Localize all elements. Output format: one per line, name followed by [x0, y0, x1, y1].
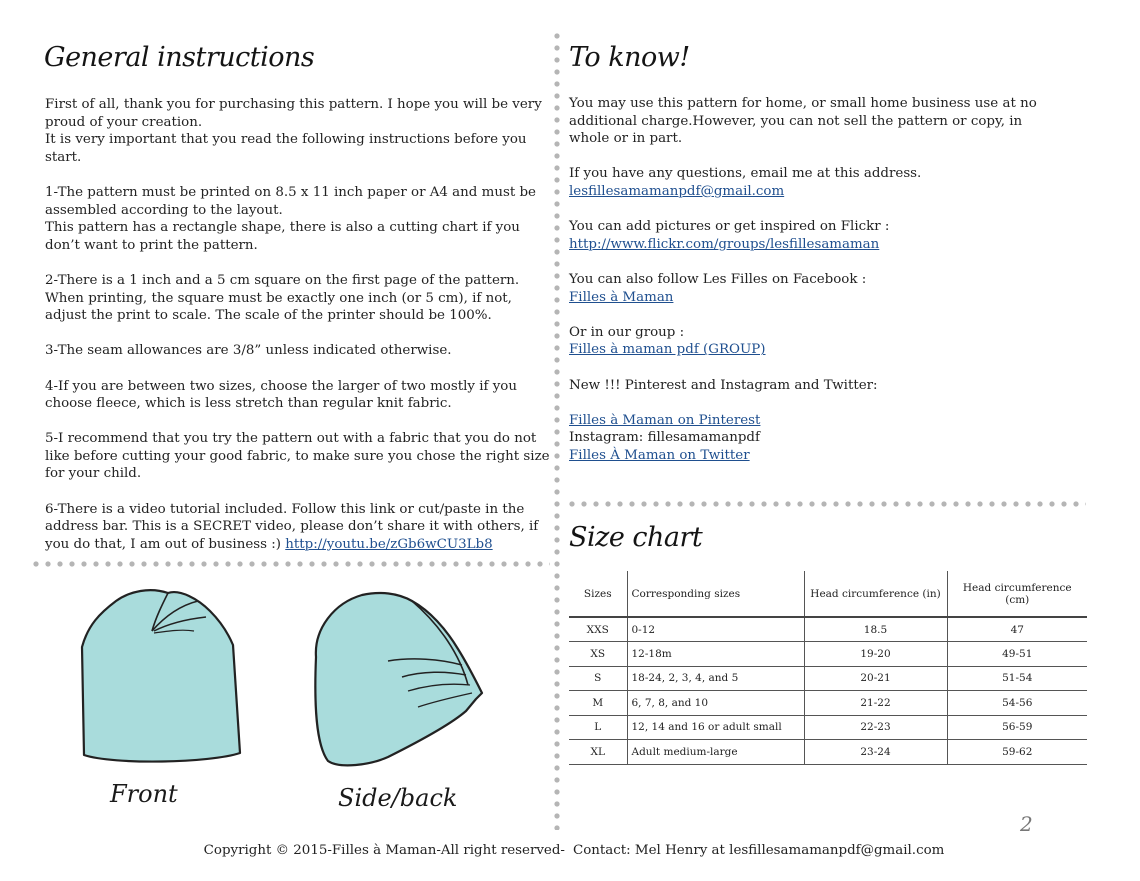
- instagram-text: Instagram: fillesamamanpdf: [569, 430, 760, 446]
- left-horizontal-dotted-divider: [30, 560, 550, 568]
- size-cell: XXS: [569, 617, 627, 642]
- general-instructions-body: [45, 96, 555, 553]
- pinterest-link[interactable]: Filles à Maman on Pinterest: [569, 412, 761, 428]
- corresponding-cell: Adult medium-large: [627, 740, 804, 765]
- instruction-4-sizes: 4-If you are between two sizes, choose the larger of two mostly if you choose fleece, which is less stretch than regular knit fabric.: [45, 378, 517, 412]
- facebook-link[interactable]: Filles à Maman: [569, 289, 674, 305]
- inches-cell: 23-24: [804, 740, 947, 765]
- intro-thanks: First of all, thank you for purchasing this pattern. I hope you will be very proud of your creation.: [45, 97, 542, 130]
- table-row: [569, 666, 1087, 691]
- questions-text: If you have any questions, email me at this address.: [569, 166, 922, 182]
- instruction-5-test: 5-I recommend that you try the pattern out with a fabric that you do not like before cutting your good fabric, to make sure you chose the right size for your child.: [45, 431, 550, 482]
- size-chart-table: [569, 571, 1087, 765]
- social-new-text: New !!! Pinterest and Instagram and Twitter:: [569, 377, 878, 393]
- to-know-title: To know!: [569, 42, 690, 73]
- page-number: 2: [1020, 812, 1033, 836]
- footer-contact: Contact: Mel Henry at lesfillesamamanpdf@gmail.com: [572, 843, 945, 858]
- size-cell: L: [569, 715, 627, 740]
- general-instructions-title: General instructions: [44, 42, 315, 73]
- table-row: [569, 715, 1087, 740]
- instruction-1-printing: 1-The pattern must be printed on 8.5 x 11 inch paper or A4 and must be assembled according to the layout.: [45, 184, 536, 218]
- table-row: [569, 642, 1087, 667]
- hat-side-body: [315, 593, 482, 765]
- facebook-text: You can also follow Les Filles on Facebook :: [569, 271, 867, 287]
- cm-cell: 47: [947, 617, 1087, 642]
- intro-important: It is very important that you read the following instructions before you start.: [45, 132, 527, 165]
- footer: [0, 843, 1140, 858]
- flickr-text: You can add pictures or get inspired on Flickr :: [569, 219, 890, 235]
- table-row: [569, 740, 1087, 765]
- size-cell: XL: [569, 740, 627, 765]
- flickr-link[interactable]: http://www.flickr.com/groups/lesfillesamaman: [569, 236, 880, 252]
- size-cell: S: [569, 666, 627, 691]
- email-link[interactable]: lesfillesamamanpdf@gmail.com: [569, 183, 785, 199]
- corresponding-cell: 6, 7, 8, and 10: [627, 691, 804, 716]
- cm-cell: 56-59: [947, 715, 1087, 740]
- header-head-circumference-cm: Head circumference (cm): [947, 571, 1087, 617]
- hat-side-illustration: [300, 585, 500, 780]
- inches-cell: 21-22: [804, 691, 947, 716]
- instruction-3-seam: 3-The seam allowances are 3/8” unless indicated otherwise.: [45, 343, 452, 359]
- corresponding-cell: 18-24, 2, 3, 4, and 5: [627, 666, 804, 691]
- footer-copyright: Copyright © 2015-Filles à Maman-All right reserved-: [203, 843, 565, 858]
- header-sizes: Sizes: [569, 571, 627, 617]
- inches-cell: 20-21: [804, 666, 947, 691]
- instruction-1-cutting-chart: This pattern has a rectangle shape, there is also a cutting chart if you don’t want to print the pattern.: [45, 220, 520, 253]
- usage-terms: You may use this pattern for home, or small home business use at no additional charge.However, you can not sell the pattern or copy, in whole or in part.: [569, 96, 1037, 147]
- size-cell: XS: [569, 642, 627, 667]
- video-link[interactable]: http://youtu.be/zGb6wCU3Lb8: [285, 536, 493, 552]
- inches-cell: 18.5: [804, 617, 947, 642]
- header-head-circumference-in: Head circumference (in): [804, 571, 947, 617]
- corresponding-cell: 0-12: [627, 617, 804, 642]
- to-know-body: [569, 95, 1064, 464]
- size-cell: M: [569, 691, 627, 716]
- front-caption: Front: [110, 780, 178, 808]
- table-row: [569, 691, 1087, 716]
- corresponding-cell: 12-18m: [627, 642, 804, 667]
- instruction-6-text: 6-There is a video tutorial included. Follow this link or cut/paste in the address bar. This is a SECRET video, please don’t share it with others, if you do that, I am out of business :): [45, 501, 539, 552]
- corresponding-cell: 12, 14 and 16 or adult small: [627, 715, 804, 740]
- instruction-2-scale: 2-There is a 1 inch and a 5 cm square on the first page of the pattern. When printing, the square must be exactly one inch (or 5 cm), if not, adjust the print to scale. The scale of the printer should be 100%.: [45, 272, 520, 324]
- group-link[interactable]: Filles à maman pdf (GROUP): [569, 342, 766, 358]
- size-chart-title: Size chart: [569, 522, 703, 553]
- hat-front-body: [82, 590, 240, 761]
- cm-cell: 49-51: [947, 642, 1087, 667]
- table-header-row: [569, 571, 1087, 617]
- header-corresponding-sizes: Corresponding sizes: [627, 571, 804, 617]
- cm-cell: 54-56: [947, 691, 1087, 716]
- instruction-6-video: [45, 501, 555, 554]
- side-back-caption: Side/back: [338, 784, 458, 812]
- right-horizontal-dotted-divider: [566, 500, 1086, 508]
- cm-cell: 59-62: [947, 740, 1087, 765]
- group-text: Or in our group :: [569, 324, 685, 340]
- inches-cell: 19-20: [804, 642, 947, 667]
- table-row: [569, 617, 1087, 642]
- hat-front-illustration: [70, 585, 250, 780]
- twitter-link[interactable]: Filles À Maman on Twitter: [569, 447, 750, 463]
- cm-cell: 51-54: [947, 666, 1087, 691]
- inches-cell: 22-23: [804, 715, 947, 740]
